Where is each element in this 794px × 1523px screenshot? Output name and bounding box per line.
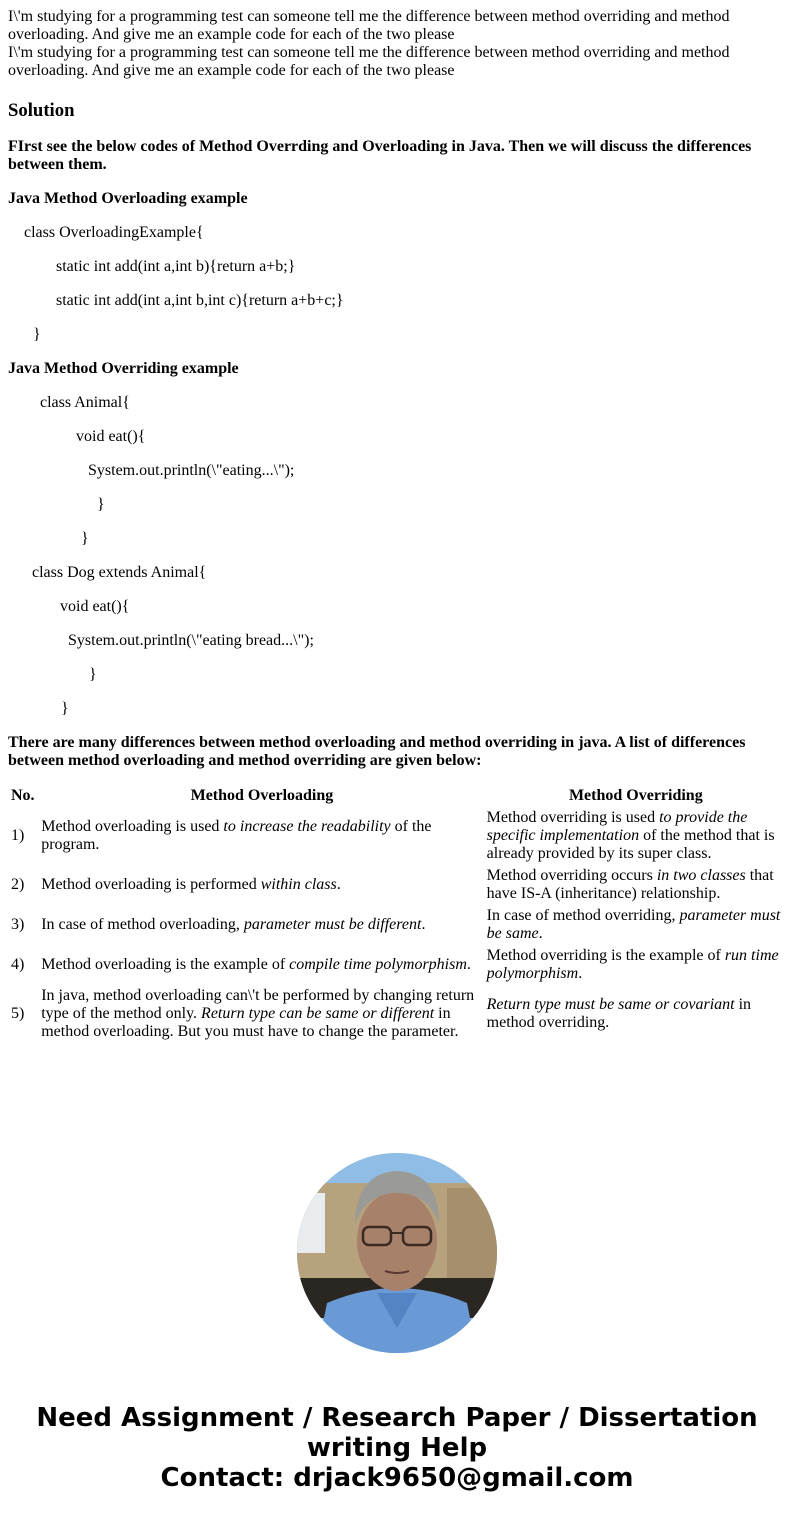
differences-intro: There are many differences between method overloading and method overriding in java. A list of differences between method overloading and method overriding are given below: xyxy=(8,734,746,769)
cell-text: of the program. xyxy=(41,818,432,853)
cell-text: . xyxy=(336,876,341,893)
overloading-code-block xyxy=(8,224,786,344)
question-text xyxy=(8,8,786,80)
overloading-cell xyxy=(40,946,483,984)
table-row xyxy=(10,946,786,984)
cell-text: Method overriding occurs xyxy=(486,867,657,884)
overriding-code-block xyxy=(8,394,786,718)
code-line: } xyxy=(97,496,105,513)
author-avatar xyxy=(297,1153,497,1353)
cell-text: Method overloading is used xyxy=(41,818,224,835)
code-line: System.out.println(\"eating bread...\"); xyxy=(68,632,314,649)
table-row xyxy=(10,986,786,1042)
emphasis-text: parameter must be same xyxy=(486,907,781,942)
header-no: No. xyxy=(11,787,35,804)
cell-text: In java, method overloading can\'t be performed by changing return type of the method only. xyxy=(41,987,475,1022)
emphasis-text: Return type must be same or covariant xyxy=(486,996,735,1013)
row-number: 3) xyxy=(11,916,25,933)
row-number: 5) xyxy=(11,1005,25,1022)
contact-banner-email: Contact: drjack9650@gmail.com xyxy=(160,1463,634,1493)
overloading-cell xyxy=(40,986,483,1042)
cell-text: . xyxy=(578,965,583,982)
row-number: 1) xyxy=(11,827,25,844)
contact-banner-headline: Need Assignment / Research Paper / Dissertation writing Help xyxy=(36,1403,758,1463)
cell-text: In case of method overloading, xyxy=(41,916,244,933)
cell-text: in method overloading. But you must have to change the parameter. xyxy=(41,1005,459,1040)
cell-text: . xyxy=(538,925,543,942)
cell-text: of the method that is already provided by its super class. xyxy=(486,827,775,862)
author-photo-icon xyxy=(297,1153,497,1353)
cell-text: Method overriding is used xyxy=(486,809,660,826)
code-line: static int add(int a,int b){return a+b;} xyxy=(56,258,296,275)
emphasis-text: parameter must be different xyxy=(243,916,422,933)
code-line: } xyxy=(81,530,89,547)
overloading-cell xyxy=(40,906,483,944)
code-line: static int add(int a,int b,int c){return a+b+c;} xyxy=(56,292,344,309)
table-row xyxy=(10,906,786,944)
overriding-cell xyxy=(486,906,786,944)
cell-text: in method overriding. xyxy=(486,996,752,1031)
row-number: 2) xyxy=(11,876,25,893)
overloading-cell xyxy=(40,866,483,904)
emphasis-text: to provide the specific implementation xyxy=(486,809,748,844)
contact-banner xyxy=(0,1403,794,1493)
overriding-cell xyxy=(486,866,786,904)
emphasis-text: in two classes xyxy=(656,867,746,884)
cell-text: . xyxy=(421,916,426,933)
header-overloading: Method Overloading xyxy=(190,787,334,804)
code-line: } xyxy=(89,666,97,683)
code-line: } xyxy=(33,326,41,343)
table-body xyxy=(10,808,786,1042)
cell-text: Method overloading is the example of xyxy=(41,956,290,973)
solution-title: Solution xyxy=(8,100,75,121)
differences-table xyxy=(8,784,788,1044)
code-line: System.out.println(\"eating...\"); xyxy=(88,462,295,479)
cell-text: Method overloading is performed xyxy=(41,876,261,893)
overloading-cell xyxy=(40,808,483,864)
code-line: class Animal{ xyxy=(40,394,130,411)
emphasis-text: run time polymorphism xyxy=(486,947,779,982)
question-line-repeat: I\'m studying for a programming test can someone tell me the difference between method overriding and method overloading. And give me an example code for each of the two please xyxy=(8,44,730,79)
cell-text: Method overriding is the example of xyxy=(486,947,725,964)
emphasis-text: Return type can be same or different xyxy=(201,1005,435,1022)
header-overriding: Method Overriding xyxy=(568,787,703,804)
overloading-heading: Java Method Overloading example xyxy=(8,190,248,207)
overriding-cell xyxy=(486,808,786,864)
table-row xyxy=(10,866,786,904)
solution-intro: FIrst see the below codes of Method Overrding and Overloading in Java. Then we will discuss the differences between them. xyxy=(8,138,752,173)
cell-text: that have IS-A (inheritance) relationship. xyxy=(486,867,774,902)
overriding-heading: Java Method Overriding example xyxy=(8,360,239,377)
cell-text: . xyxy=(466,956,471,973)
code-line: void eat(){ xyxy=(76,428,146,445)
code-line: } xyxy=(61,700,69,717)
code-line: class Dog extends Animal{ xyxy=(32,564,207,581)
overriding-cell xyxy=(486,946,786,984)
overriding-cell xyxy=(486,986,786,1042)
emphasis-text: to increase the readability xyxy=(223,818,391,835)
table-row xyxy=(10,808,786,864)
emphasis-text: compile time polymorphism xyxy=(289,956,467,973)
row-number: 4) xyxy=(11,956,25,973)
table-header-row xyxy=(10,786,786,806)
emphasis-text: within class xyxy=(260,876,337,893)
cell-text: In case of method overriding, xyxy=(486,907,680,924)
question-line: I\'m studying for a programming test can someone tell me the difference between method overriding and method overloading. And give me an example code for each of the two please xyxy=(8,8,730,43)
code-line: void eat(){ xyxy=(60,598,130,615)
code-line: class OverloadingExample{ xyxy=(24,224,204,241)
